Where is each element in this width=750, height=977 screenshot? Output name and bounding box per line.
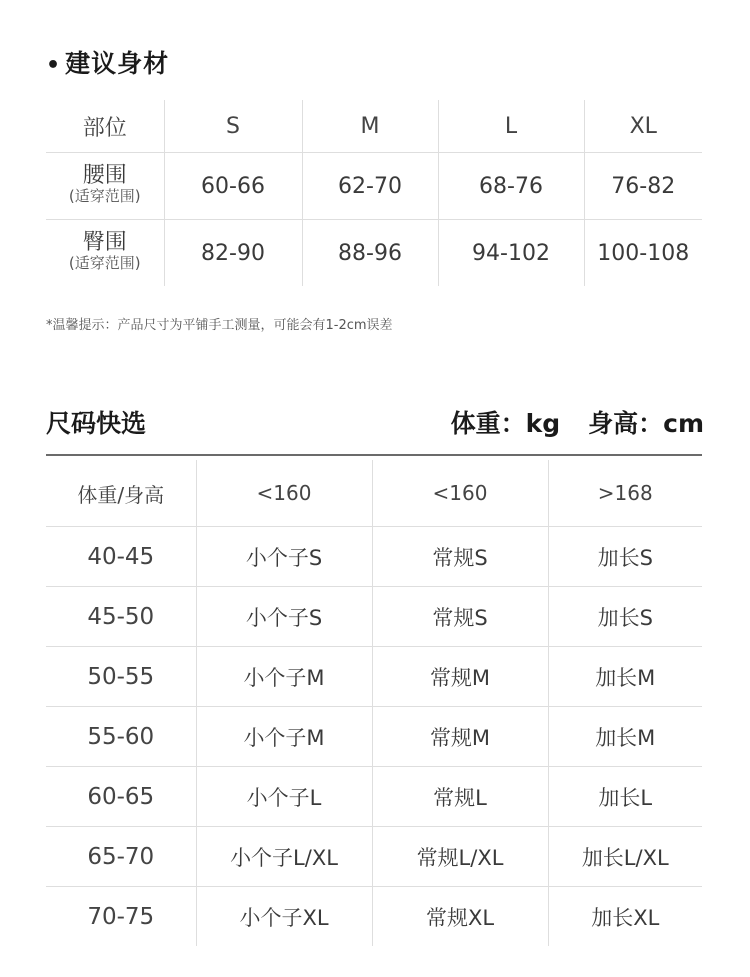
weight-cell: 45-50: [46, 587, 196, 647]
row-label-sub: (适穿范围): [68, 187, 141, 205]
size-cell: 小个子S: [196, 527, 372, 587]
row-label-main: 腰围: [82, 163, 127, 188]
recommended-figure-title: [46, 44, 169, 80]
table-cell: 62-70: [302, 153, 438, 220]
table-row: [46, 767, 702, 827]
table-row: [46, 527, 702, 587]
size-cell: 常规XL: [372, 887, 548, 947]
size-cell: 小个子L/XL: [196, 827, 372, 887]
size-cell: 加长L: [548, 767, 702, 827]
section-title-text: 建议身材: [65, 49, 170, 78]
size-cell: 常规S: [372, 587, 548, 647]
table-cell: 88-96: [302, 220, 438, 287]
unit-legend: [451, 404, 704, 440]
header-cell: <160: [372, 460, 548, 527]
weight-cell: 50-55: [46, 647, 196, 707]
header-divider: [46, 454, 702, 456]
header-cell: L: [438, 100, 584, 153]
weight-cell: 40-45: [46, 527, 196, 587]
table-row: [46, 647, 702, 707]
table-cell: 76-82: [584, 153, 702, 220]
measurement-tip: *温馨提示：产品尺寸为平铺手工测量，可能会有1-2cm误差: [46, 318, 393, 333]
size-cell: 小个子M: [196, 647, 372, 707]
size-cell: 小个子L: [196, 767, 372, 827]
size-cell: 小个子S: [196, 587, 372, 647]
weight-unit: 体重：kg: [450, 409, 561, 438]
table-row: [46, 153, 702, 220]
table-header-row: [46, 100, 702, 153]
table-row: [46, 887, 702, 947]
table-cell: 82-90: [164, 220, 302, 287]
size-cell: 常规L/XL: [372, 827, 548, 887]
height-unit: 身高：cm: [588, 409, 704, 438]
quick-size-table: [46, 460, 702, 946]
header-cell: 部位: [46, 100, 164, 153]
size-cell: 加长S: [548, 527, 702, 587]
header-cell: S: [164, 100, 302, 153]
table-header-row: [46, 460, 702, 527]
weight-cell: 70-75: [46, 887, 196, 947]
table-cell: 60-66: [164, 153, 302, 220]
row-label-main: 臀围: [82, 230, 127, 255]
size-cell: 常规M: [372, 647, 548, 707]
bullet-icon: •: [46, 53, 62, 78]
header-cell: M: [302, 100, 438, 153]
size-cell: 加长M: [548, 707, 702, 767]
header-cell: XL: [584, 100, 702, 153]
table-row: [46, 220, 702, 287]
row-label: [46, 220, 164, 287]
size-measurement-table: [46, 100, 702, 286]
weight-cell: 60-65: [46, 767, 196, 827]
weight-cell: 65-70: [46, 827, 196, 887]
size-cell: 常规L: [372, 767, 548, 827]
size-cell: 加长S: [548, 587, 702, 647]
table-row: [46, 587, 702, 647]
header-cell: <160: [196, 460, 372, 527]
quick-size-header: [46, 404, 704, 440]
size-cell: 小个子M: [196, 707, 372, 767]
table-row: [46, 707, 702, 767]
header-cell: 体重/身高: [46, 460, 196, 527]
size-cell: 小个子XL: [196, 887, 372, 947]
size-cell: 常规S: [372, 527, 548, 587]
table-cell: 68-76: [438, 153, 584, 220]
table-row: [46, 827, 702, 887]
quick-size-title: 尺码快选: [46, 409, 147, 438]
header-cell: >168: [548, 460, 702, 527]
size-cell: 常规M: [372, 707, 548, 767]
table-cell: 100-108: [597, 240, 690, 266]
size-cell: 加长XL: [591, 905, 660, 930]
size-cell: 加长M: [548, 647, 702, 707]
table-cell: 94-102: [438, 220, 584, 287]
row-label: [46, 153, 164, 220]
row-label-sub: (适穿范围): [68, 254, 141, 272]
weight-cell: 55-60: [46, 707, 196, 767]
size-cell: 加长L/XL: [548, 827, 702, 887]
